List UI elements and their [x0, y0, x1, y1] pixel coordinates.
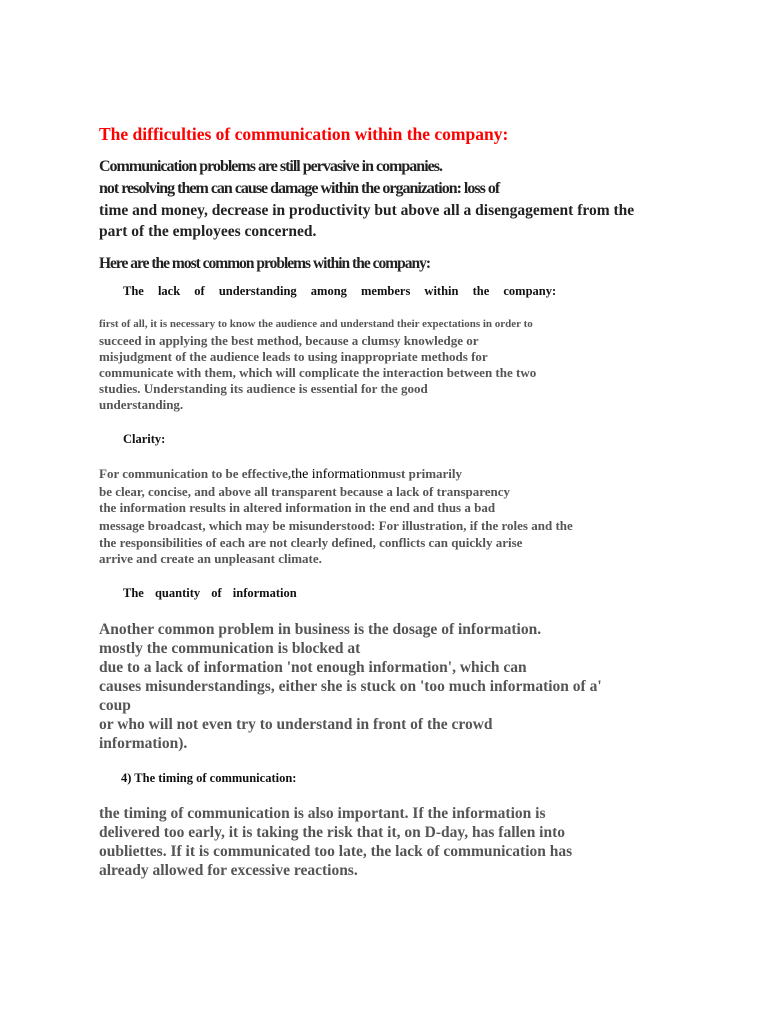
text-run: For communication to be effective,	[99, 466, 292, 481]
paragraph-line: the information results in altered information in the end and thus a bad	[99, 500, 496, 515]
paragraph-line: due to a lack of information 'not enough information', which can	[99, 659, 527, 676]
section-heading-timing: 4) The timing of communication:	[121, 771, 297, 785]
intro-line: Communication problems are still pervasive in companies.	[99, 158, 442, 175]
paragraph-line: be clear, concise, and above all transparent because a lack of transparency	[99, 484, 511, 499]
paragraph-line: mostly the communication is blocked at	[99, 640, 361, 657]
highlight-text: the information	[291, 467, 378, 482]
intro-line: time and money, decrease in productivity but above all a disengagement from the	[99, 202, 635, 219]
document-title: The difficulties of communication within the company:	[99, 124, 509, 144]
section-heading-understanding: The lack of understanding among members within the company:	[123, 284, 557, 298]
text-run: must primarily	[377, 466, 463, 481]
paragraph-line	[99, 466, 462, 484]
paragraph-line: delivered too early, it is taking the risk that it, on D-day, has fallen into	[99, 824, 566, 841]
paragraph-line: coup	[99, 697, 131, 714]
paragraph-line: arrive and create an unpleasant climate.	[99, 551, 322, 566]
paragraph-line: or who will not even try to understand in front of the crowd	[99, 716, 493, 733]
section-heading-quantity: The quantity of information	[123, 586, 297, 600]
paragraph-line: misjudgment of the audience leads to using inappropriate methods for	[99, 349, 488, 364]
paragraph-line: succeed in applying the best method, because a clumsy knowledge or	[99, 333, 479, 348]
lead-heading: Here are the most common problems within the company:	[99, 255, 431, 272]
paragraph-line: communicate with them, which will complicate the interaction between the two	[99, 365, 537, 380]
paragraph-line: message broadcast, which may be misunderstood: For illustration, if the roles and the	[99, 518, 573, 533]
paragraph-line: oubliettes. If it is communicated too late, the lack of communication has	[99, 843, 573, 860]
paragraph-line: the responsibilities of each are not clearly defined, conflicts can quickly arise	[99, 535, 523, 550]
paragraph-line: understanding.	[99, 397, 184, 412]
paragraph-line: causes misunderstandings, either she is stuck on 'too much information of a'	[99, 678, 602, 695]
paragraph-line: the timing of communication is also important. If the information is	[99, 805, 546, 822]
intro-line: part of the employees concerned.	[99, 223, 317, 240]
paragraph-line: Another common problem in business is the dosage of information.	[99, 621, 542, 638]
intro-line: not resolving them can cause damage within the organization: loss of	[99, 180, 500, 197]
section-heading-clarity: Clarity:	[123, 432, 166, 446]
paragraph-line: studies. Understanding its audience is essential for the good	[99, 381, 428, 396]
paragraph-line: already allowed for excessive reactions.	[99, 862, 358, 879]
paragraph-line: first of all, it is necessary to know the audience and understand their expectations in order to	[99, 318, 533, 330]
paragraph-line: information).	[99, 735, 188, 752]
